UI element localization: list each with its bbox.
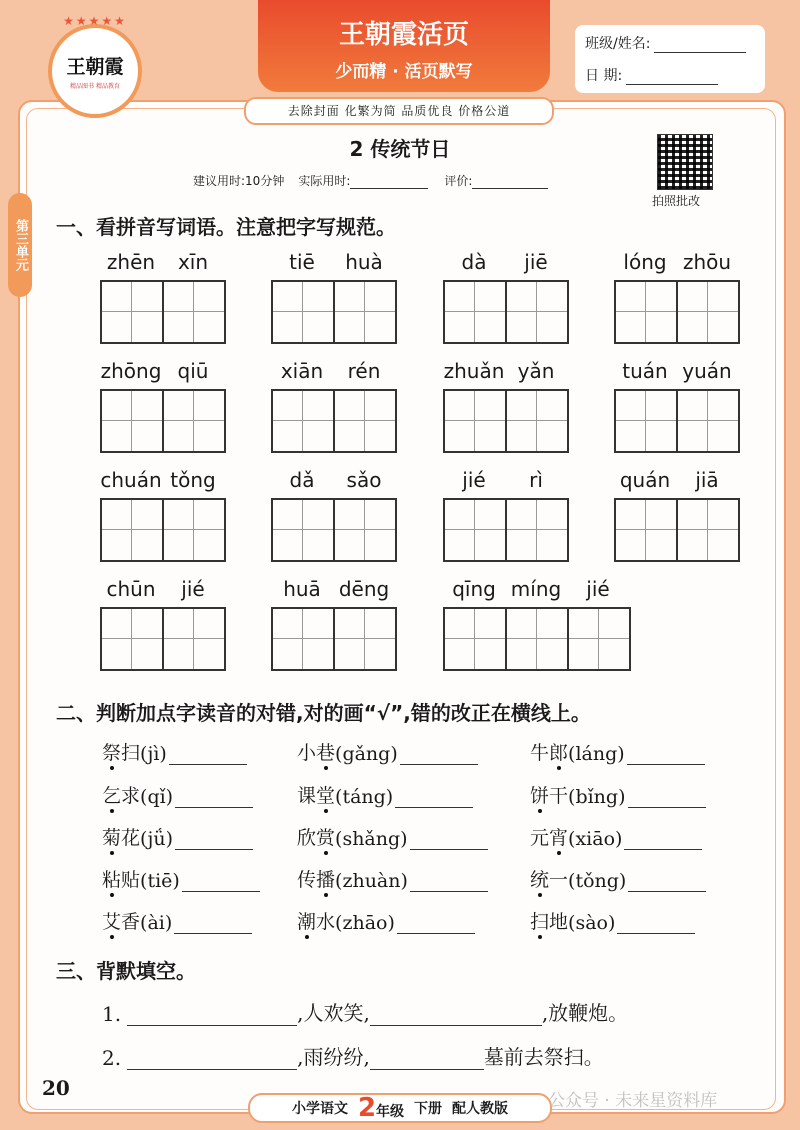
judge-item (297, 907, 475, 934)
pinyin-syllable: zhēn (106, 250, 156, 274)
writing-cell[interactable] (676, 389, 740, 453)
judge-pinyin: (qǐ) (140, 786, 174, 808)
footer-grade: 2 (357, 1093, 377, 1123)
pinyin-text (443, 468, 567, 494)
pinyin-syllable: qiū (177, 359, 209, 383)
writing-cell[interactable] (271, 607, 335, 671)
judge-pinyin: (xiāo) (568, 828, 623, 850)
pinyin-syllable: míng (510, 577, 562, 601)
writing-cell[interactable] (614, 280, 678, 344)
judge-pinyin: (zhuàn) (335, 870, 408, 892)
writing-cell[interactable] (100, 389, 164, 453)
judge-char-dotted: 巷 (316, 738, 335, 765)
judge-char: 水 (316, 911, 336, 933)
brand-banner (258, 0, 550, 92)
recite-blank[interactable] (127, 1005, 297, 1026)
pinyin-word (100, 577, 224, 671)
answer-blank[interactable] (400, 744, 478, 765)
pinyin-text (614, 250, 738, 276)
writing-cell[interactable] (443, 607, 507, 671)
part2-heading: 二、判断加点字读音的对错,对的画“√”,错的改正在横线上。 (56, 701, 591, 725)
judge-pinyin: (sào) (568, 912, 616, 934)
writing-cell[interactable] (100, 498, 164, 562)
judge-char-dotted: 菊 (102, 823, 121, 850)
pinyin-text (100, 250, 224, 276)
pinyin-syllable: yǎn (517, 359, 555, 383)
pinyin-syllable: qīng (452, 577, 496, 601)
judge-item (530, 738, 705, 765)
writing-grid (443, 607, 629, 671)
pinyin-syllable: zhōng (100, 359, 162, 383)
writing-cell[interactable] (676, 498, 740, 562)
judge-item (297, 865, 488, 892)
footer-volume: 下册 (414, 1101, 443, 1117)
writing-grid (443, 389, 567, 453)
pinyin-syllable: zhōu (682, 250, 732, 274)
pinyin-syllable: xiān (280, 359, 324, 383)
judge-pinyin: (bǐng) (568, 786, 626, 808)
footer-grade-suffix: 年级 (376, 1104, 405, 1120)
pinyin-word (443, 577, 629, 671)
writing-grid (443, 498, 567, 562)
recite-text: ,人欢笑, (297, 1001, 370, 1025)
pinyin-syllable: huà (345, 250, 383, 274)
judge-char-dotted: 祭 (102, 738, 121, 765)
answer-blank[interactable] (395, 787, 473, 808)
answer-blank[interactable] (627, 744, 705, 765)
judge-item (530, 781, 706, 808)
footer-subject: 小学语文 (291, 1101, 348, 1117)
judge-pinyin: (jǘ) (140, 828, 173, 850)
pinyin-syllable: lóng (623, 250, 667, 274)
judge-item (297, 781, 473, 808)
actual-time-label: 实际用时: (298, 174, 351, 188)
judge-char: 小 (297, 742, 317, 764)
pinyin-text (443, 577, 629, 603)
writing-cell[interactable] (271, 389, 335, 453)
answer-blank[interactable] (617, 913, 695, 934)
writing-cell[interactable] (162, 280, 226, 344)
judge-item (102, 865, 260, 892)
judge-char: 地 (549, 911, 569, 933)
answer-blank[interactable] (397, 913, 475, 934)
recite-num: 2. (102, 1046, 122, 1070)
suggested-time: 建议用时:10分钟 (193, 174, 285, 188)
time-row (193, 172, 548, 189)
pinyin-syllable: xīn (177, 250, 209, 274)
pinyin-text (100, 359, 224, 385)
writing-grid (100, 607, 224, 671)
writing-cell[interactable] (333, 389, 397, 453)
pinyin-syllable: jiā (695, 468, 719, 492)
judge-item (297, 738, 478, 765)
recite-blank[interactable] (370, 1005, 542, 1026)
writing-cell[interactable] (505, 389, 569, 453)
judge-char-dotted: 宵 (549, 823, 568, 850)
writing-grid (614, 389, 738, 453)
writing-cell[interactable] (333, 607, 397, 671)
judge-item (102, 823, 253, 850)
recite-text: ,雨纷纷, (297, 1045, 370, 1069)
date-label: 日 期: (585, 68, 623, 84)
judge-pinyin: (táng) (335, 786, 394, 808)
judge-char-dotted: 饼 (530, 781, 549, 808)
writing-cell[interactable] (100, 607, 164, 671)
answer-blank[interactable] (410, 829, 488, 850)
pinyin-syllable: jié (462, 468, 486, 492)
pinyin-word (614, 468, 738, 562)
writing-cell[interactable] (443, 280, 507, 344)
writing-grid (100, 280, 224, 344)
lesson-title: 2 传统节日 (349, 137, 451, 161)
writing-cell[interactable] (443, 498, 507, 562)
pinyin-word (271, 250, 395, 344)
judge-item (102, 738, 247, 765)
pinyin-syllable: dēng (338, 577, 390, 601)
writing-grid (271, 389, 395, 453)
judge-char-dotted: 乞 (102, 781, 121, 808)
part3-heading: 三、背默填空。 (56, 959, 196, 983)
recite-text: ,放鞭炮。 (541, 1001, 629, 1025)
judge-pinyin: (tǒng) (568, 870, 627, 892)
recite-blank[interactable] (370, 1049, 484, 1070)
judge-item (530, 823, 702, 850)
slogan: 去除封面 化繁为简 品质优良 价格公道 (244, 97, 554, 125)
recite-blank[interactable] (127, 1049, 297, 1070)
unit-tab: 第三单元 (8, 193, 32, 297)
qr-code-icon[interactable] (657, 134, 713, 190)
pinyin-syllable: jié (181, 577, 205, 601)
answer-blank[interactable] (169, 744, 247, 765)
writing-cell[interactable] (676, 280, 740, 344)
judge-char: 干 (549, 785, 569, 807)
brand-logo (48, 14, 142, 118)
answer-blank[interactable] (628, 787, 706, 808)
answer-blank[interactable] (182, 871, 260, 892)
brand-title: 王朝霞活页 (338, 20, 469, 50)
judge-char: 一 (549, 869, 569, 891)
judge-item (102, 907, 252, 934)
writing-cell[interactable] (162, 389, 226, 453)
pinyin-word (614, 359, 738, 453)
writing-cell[interactable] (271, 498, 335, 562)
judge-char: 传 (297, 869, 317, 891)
logo-tagline: 精品图书 精品教育 (70, 83, 120, 90)
writing-cell[interactable] (162, 498, 226, 562)
writing-cell[interactable] (271, 280, 335, 344)
pinyin-word (100, 250, 224, 344)
pinyin-text (100, 468, 224, 494)
pinyin-syllable: tǒng (170, 468, 216, 492)
judge-char-dotted: 播 (316, 865, 335, 892)
brand-subtitle: 少而精 · 活页默写 (335, 62, 473, 82)
pinyin-word (614, 250, 738, 344)
answer-blank[interactable] (410, 871, 488, 892)
recite-line-1 (102, 997, 628, 1026)
answer-blank[interactable] (175, 787, 253, 808)
watermark: 公众号 · 未来星资料库 (548, 1091, 718, 1111)
pinyin-word (100, 468, 224, 562)
actual-time-field[interactable] (350, 174, 428, 189)
pinyin-syllable: chuán (100, 468, 162, 492)
pinyin-syllable: yuán (682, 359, 732, 383)
judge-char-dotted: 潮 (297, 907, 316, 934)
page-number: 20 (42, 1076, 70, 1100)
judge-pinyin: (zhāo) (335, 912, 395, 934)
pinyin-syllable: dǎ (289, 468, 315, 492)
footer-badge (248, 1093, 552, 1123)
recite-line-2 (102, 1041, 604, 1070)
writing-grid (443, 280, 567, 344)
recite-text: 墓前去祭扫。 (483, 1045, 604, 1069)
pinyin-word (100, 359, 224, 453)
class-name-field[interactable] (654, 36, 746, 53)
answer-blank[interactable] (624, 829, 702, 850)
writing-cell[interactable] (333, 280, 397, 344)
pinyin-text (271, 577, 395, 603)
writing-grid (614, 280, 738, 344)
answer-blank[interactable] (175, 829, 253, 850)
judge-pinyin: (tiē) (140, 870, 180, 892)
pinyin-text (614, 468, 738, 494)
pinyin-syllable: tuán (622, 359, 668, 383)
pinyin-syllable: zhuǎn (443, 359, 505, 383)
writing-cell[interactable] (505, 607, 569, 671)
pinyin-text (100, 577, 224, 603)
pinyin-word (271, 468, 395, 562)
judge-char-dotted: 郎 (549, 738, 568, 765)
writing-grid (100, 389, 224, 453)
evaluation-label: 评价: (444, 174, 473, 188)
qr-label: 拍照批改 (652, 194, 701, 208)
pinyin-syllable: dà (461, 250, 487, 274)
writing-cell[interactable] (100, 280, 164, 344)
judge-pinyin: (jì) (140, 743, 167, 765)
judge-pinyin: (ài) (140, 912, 173, 934)
writing-cell[interactable] (333, 498, 397, 562)
pinyin-word (271, 577, 395, 671)
judge-char-dotted: 扫 (530, 907, 549, 934)
judge-pinyin: (gǎng) (335, 743, 398, 765)
judge-char: 课 (297, 785, 317, 807)
pinyin-syllable: chūn (106, 577, 156, 601)
pinyin-syllable: sǎo (346, 468, 382, 492)
judge-item (297, 823, 488, 850)
pinyin-text (614, 359, 738, 385)
writing-cell[interactable] (505, 498, 569, 562)
judge-char: 欣 (297, 827, 317, 849)
writing-cell[interactable] (614, 498, 678, 562)
writing-cell[interactable] (162, 607, 226, 671)
student-info-box (575, 25, 765, 93)
judge-char-dotted: 赏 (316, 823, 335, 850)
footer-edition: 配人教版 (452, 1101, 509, 1117)
pinyin-word (443, 250, 567, 344)
judge-char-dotted: 统 (530, 865, 549, 892)
judge-char: 元 (530, 827, 550, 849)
writing-grid (100, 498, 224, 562)
logo-name: 王朝霞 (66, 56, 124, 78)
pinyin-word (443, 468, 567, 562)
writing-grid (271, 607, 395, 671)
evaluation-field[interactable] (472, 174, 548, 189)
writing-grid (271, 280, 395, 344)
date-field[interactable] (626, 68, 718, 85)
pinyin-text (271, 468, 395, 494)
pinyin-text (443, 359, 567, 385)
writing-cell[interactable] (567, 607, 631, 671)
pinyin-text (271, 250, 395, 276)
answer-blank[interactable] (174, 913, 252, 934)
writing-grid (614, 498, 738, 562)
pinyin-word (443, 359, 567, 453)
pinyin-syllable: jié (586, 577, 610, 601)
pinyin-text (271, 359, 395, 385)
judge-pinyin: (shǎng) (335, 828, 408, 850)
judge-char-dotted: 堂 (316, 781, 335, 808)
pinyin-syllable: jiē (524, 250, 548, 274)
pinyin-syllable: rì (529, 468, 543, 492)
pinyin-word (271, 359, 395, 453)
pinyin-syllable: rén (347, 359, 381, 383)
class-name-label: 班级/姓名: (585, 36, 651, 52)
pinyin-syllable: huā (283, 577, 321, 601)
judge-item (530, 865, 706, 892)
writing-cell[interactable] (443, 389, 507, 453)
judge-char-dotted: 艾 (102, 907, 121, 934)
pinyin-syllable: quán (619, 468, 671, 492)
pinyin-text (443, 250, 567, 276)
judge-item (102, 781, 253, 808)
recite-num: 1. (102, 1002, 122, 1026)
judge-pinyin: (láng) (568, 743, 625, 765)
pinyin-syllable: tiē (289, 250, 315, 274)
judge-char-dotted: 粘 (102, 865, 121, 892)
judge-char: 求 (121, 785, 141, 807)
logo-stars: ★★★★★ (63, 14, 127, 28)
judge-item (530, 907, 695, 934)
writing-grid (271, 498, 395, 562)
writing-cell[interactable] (505, 280, 569, 344)
judge-char: 牛 (530, 742, 550, 764)
writing-cell[interactable] (614, 389, 678, 453)
judge-char: 贴 (121, 869, 141, 891)
answer-blank[interactable] (628, 871, 706, 892)
judge-char: 花 (121, 827, 141, 849)
judge-char: 扫 (121, 742, 141, 764)
part1-heading: 一、看拼音写词语。注意把字写规范。 (56, 215, 396, 239)
judge-char: 香 (121, 911, 141, 933)
